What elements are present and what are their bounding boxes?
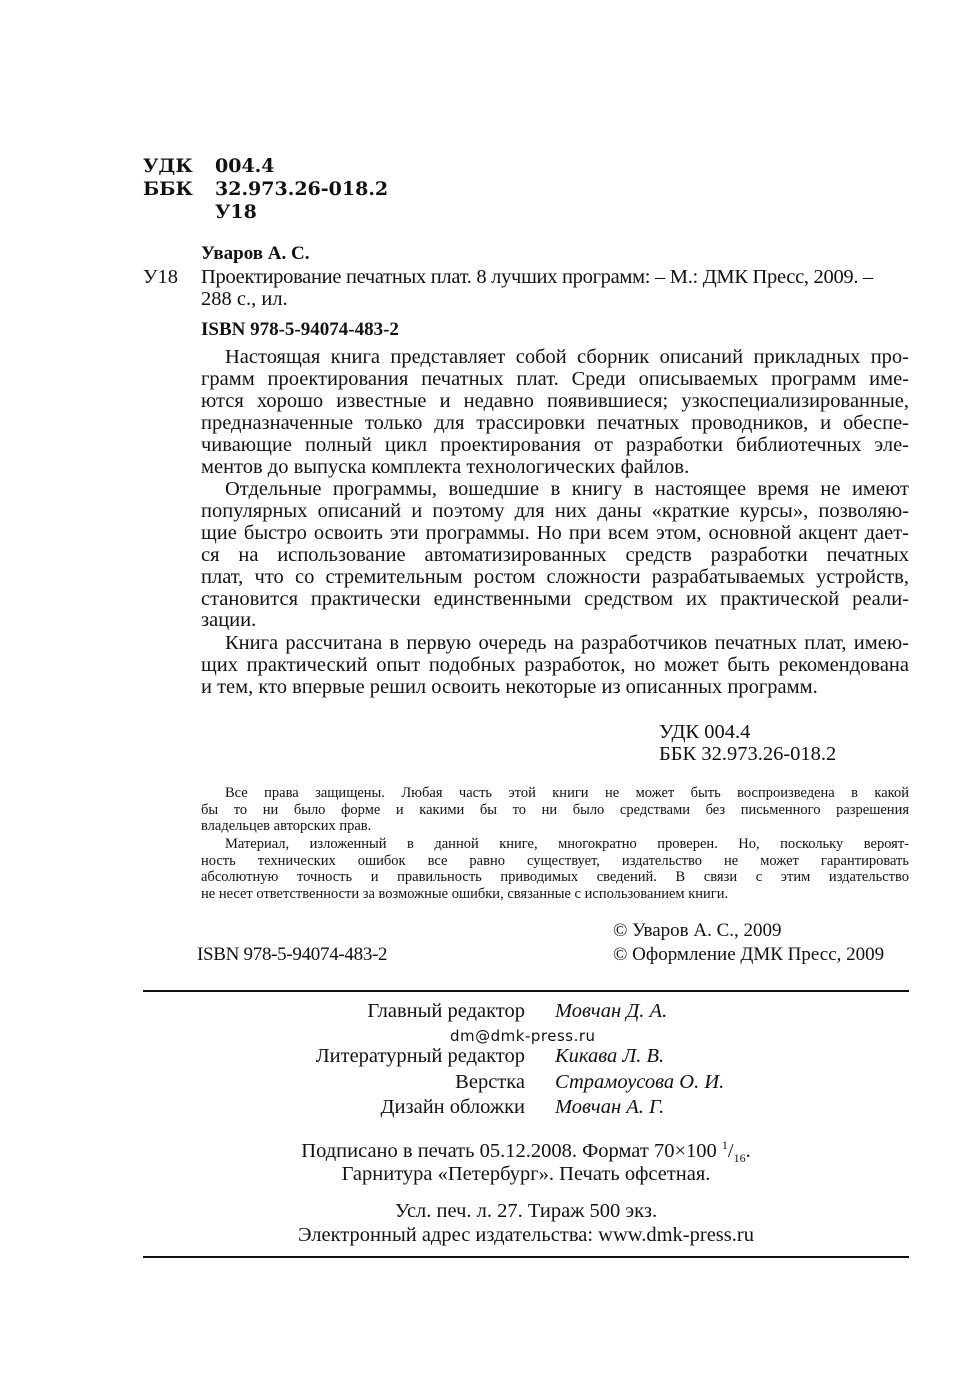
text-line: становится практически единственными средством их практической реали- [201,587,909,610]
text-line: ность технических ошибок все равно существует, издательство не может гарантировать [201,852,909,869]
lit-editor-role: Литературный редактор [315,1045,525,1067]
chief-editor-role: Главный редактор [367,1000,525,1022]
entry-isbn: ISBN 978-5-94074-483-2 [201,319,399,340]
text-line: щие быстро освоить эти программы. Но при всем этом, основной акцент дает- [201,521,909,544]
copyright-author: © Уваров А. С., 2009 [613,920,782,941]
text-line: зации. [201,609,257,632]
annotation-paragraph-1 [201,347,909,478]
text-line: ся на использование автоматизированных средств разработки печатных [201,543,909,566]
author-mark: У18 [215,201,257,223]
text-line: грамм проектирования печатных плат. Среди описываемых программ име- [201,367,909,390]
disclaimer-notice [201,836,909,902]
editor-email: dm@dmk-press.ru [450,1027,596,1045]
copyright-isbn: ISBN 978-5-94074-483-2 [197,944,388,965]
signed-to-print-text: Подписано в печать 05.12.2008. Формат 70×100 [301,1139,717,1162]
signed-to-print [143,1138,909,1166]
text-line: бы то ни было форме и какими бы то ни было средствами без письменного разрешения [201,801,909,818]
text-line: ются хорошо известные и недавно появившиеся; узкоспециализированные, [201,389,909,412]
entry-title-line2: 288 с., ил. [201,288,288,310]
text-line: абсолютную точность и правильность приводимых сведений. В связи с этим издательство [201,869,909,886]
divider-top [143,990,909,992]
entry-author: Уваров А. С. [201,243,310,264]
publisher-address-line: Электронный адрес издательства: www.dmk-press.ru [298,1224,754,1246]
fraction-end: . [745,1139,751,1162]
annotation-paragraph-3 [201,633,909,699]
annotation-paragraph-2 [201,479,909,632]
fraction-denominator: 16 [733,1150,746,1165]
cover-design-role: Дизайн обложки [380,1096,525,1118]
copyright-design: © Оформление ДМК Пресс, 2009 [613,944,885,965]
text-line: владельцев авторских прав. [201,818,372,835]
entry-title-line1: Проектирование печатных плат. 8 лучших программ: – М.: ДМК Пресс, 2009. – [201,266,873,288]
text-line: Отдельные программы, вошедшие в книгу в настоящее время не имеют [225,478,909,500]
text-line: Настоящая книга представляет собой сборник описаний прикладных про- [225,346,909,368]
text-line: чивающие полный цикл проектирования от разработки библиотечных эле- [201,433,909,456]
layout-role: Верстка [455,1071,525,1093]
layout-name: Страмоусова О. И. [555,1071,725,1093]
typeface-line: Гарнитура «Петербург». Печать офсетная. [341,1163,711,1185]
udk-label: УДК [143,155,193,177]
text-line: ментов до выпуска комплекта технологических файлов. [201,455,690,478]
divider-bottom [143,1256,909,1258]
footer-bbk: ББК 32.973.26-018.2 [659,743,837,765]
bbk-label: ББК [143,178,193,200]
text-line: щих практический опыт подобных разработок, но может быть рекомендована [201,653,909,676]
text-line: плат, что со стремительным ростом сложности разрабатываемых устройств, [201,565,909,588]
footer-udk: УДК 004.4 [659,721,751,743]
fraction-numerator: 1 [721,1138,728,1152]
rights-notice [201,785,909,835]
udk-value: 004.4 [215,155,275,177]
text-line: Материал, изложенный в данной книге, многократно проверен. Но, поскольку вероят- [225,836,909,852]
text-line: Книга рассчитана в первую очередь на разработчиков печатных плат, имею- [225,632,909,654]
bbk-value: 32.973.26-018.2 [215,178,389,200]
text-line: Все права защищены. Любая часть этой книги не может быть воспроизведена в какой [225,785,909,801]
chief-editor-name: Мовчан Д. А. [555,1000,668,1022]
cover-design-name: Мовчан А. Г. [555,1096,665,1118]
text-line: и тем, кто впервые решил освоить некоторые из описанных программ. [201,675,818,698]
fraction-slash: / [727,1139,734,1162]
lit-editor-name: Кикава Л. В. [555,1045,665,1067]
text-line: не несет ответственности за возможные ошибки, связанные с использованием книги. [201,885,729,902]
print-run-line: Усл. печ. л. 27. Тираж 500 экз. [394,1200,658,1222]
entry-mark: У18 [143,266,179,288]
text-line: популярных описаний и поэтому для них даны «краткие курсы», позволяю- [201,499,909,522]
text-line: предназначенные только для трассировки печатных проводников, и обеспе- [201,411,909,434]
